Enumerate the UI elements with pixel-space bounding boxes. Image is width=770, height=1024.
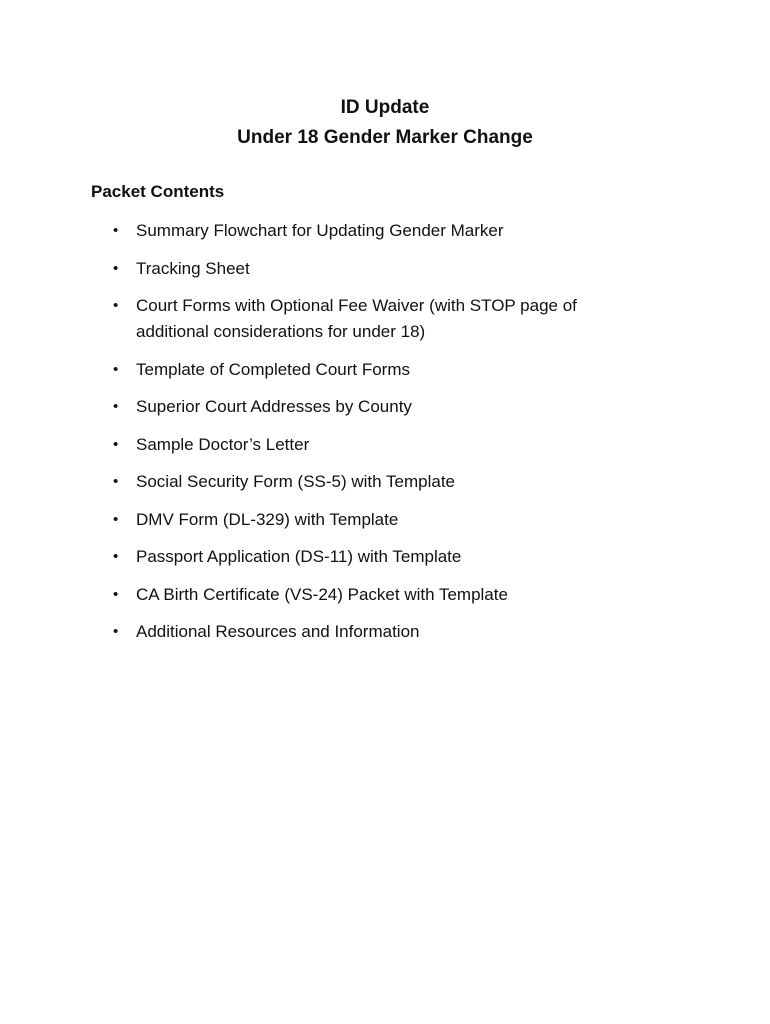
list-item-text: Sample Doctor’s Letter	[136, 434, 310, 454]
bullet-icon: •	[113, 297, 119, 314]
list-item	[113, 507, 633, 533]
list-item	[113, 469, 633, 495]
document-subtitle: Under 18 Gender Marker Change	[237, 127, 533, 148]
bullet-icon: •	[113, 398, 119, 415]
list-item-text: Summary Flowchart for Updating Gender Marker	[136, 221, 504, 240]
title-block	[0, 93, 770, 153]
packet-contents-heading: Packet Contents	[91, 182, 225, 201]
list-item-text: Tracking Sheet	[136, 258, 250, 278]
bullet-icon: •	[113, 360, 119, 378]
list-item	[113, 256, 633, 282]
list-item-text: Court Forms with Optional Fee Waiver (with STOP page of additional considerations for under 18)	[136, 296, 577, 341]
bullet-icon: •	[113, 473, 119, 490]
packet-contents-list	[113, 218, 633, 657]
bullet-icon: •	[113, 435, 119, 453]
list-item-text: DMV Form (DL-329) with Template	[136, 509, 399, 529]
list-item-text: Passport Application (DS-11) with Template	[136, 547, 462, 566]
list-item-text: Superior Court Addresses by County	[136, 397, 412, 416]
bullet-icon: •	[113, 259, 119, 277]
document-title: ID Update	[340, 97, 430, 118]
list-item	[113, 394, 633, 420]
bullet-icon: •	[113, 623, 119, 640]
list-item	[113, 218, 633, 244]
list-item-text: Additional Resources and Information	[136, 622, 420, 641]
list-item	[113, 544, 633, 570]
list-item-text: CA Birth Certificate (VS-24) Packet with Template	[136, 584, 508, 604]
list-item	[113, 432, 633, 458]
bullet-icon: •	[113, 510, 119, 528]
list-item-text: Template of Completed Court Forms	[136, 359, 410, 379]
list-item	[113, 357, 633, 383]
bullet-icon: •	[113, 548, 119, 565]
bullet-icon: •	[113, 585, 119, 603]
list-item	[113, 582, 633, 608]
list-item	[113, 293, 633, 345]
bullet-icon: •	[113, 222, 119, 239]
list-item-text: Social Security Form (SS-5) with Template	[136, 472, 456, 491]
list-item	[113, 619, 633, 645]
